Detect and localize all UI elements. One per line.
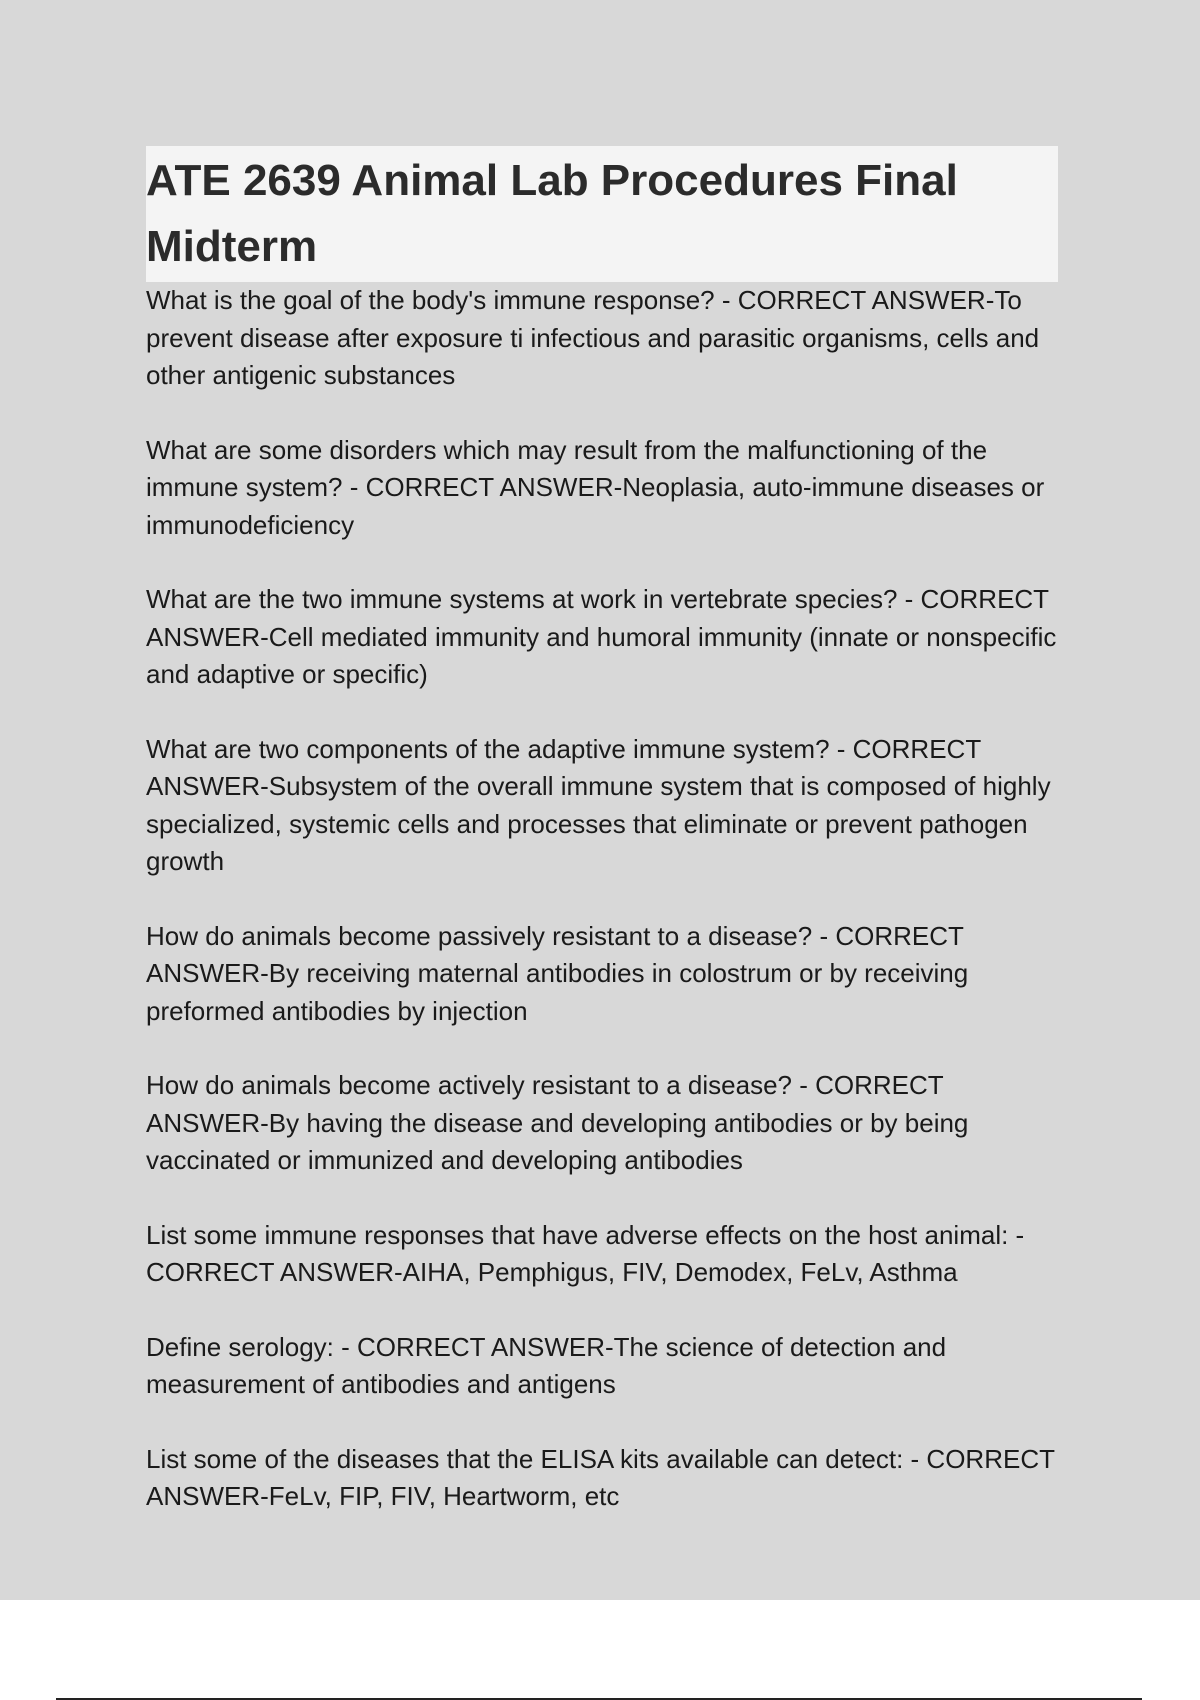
qa-item: What is the goal of the body's immune response? - CORRECT ANSWER-To prevent disease after exposure ti infectious and parasitic organisms, cells and other antigenic substances [146,285,1040,390]
qa-item: Define serology: - CORRECT ANSWER-The science of detection and measurement of antibodies and antigens [146,1331,947,1399]
document-title: ATE 2639 Animal Lab Procedures Final Midterm [146,156,958,271]
qa-item: What are the two immune systems at work in vertebrate species? - CORRECT ANSWER-Cell mediated immunity and humoral immunity (innate or nonspecific and adaptive or specific) [146,584,1057,689]
qa-item: What are two components of the adaptive immune system? - CORRECT ANSWER-Subsystem of the overall immune system that is composed of highly specialized, systemic cells and processes that eliminate or prevent pathogen growth [146,733,1051,876]
qa-item: List some of the diseases that the ELISA kits available can detect: - CORRECT ANSWER-FeLv, FIP, FIV, Heartworm, etc [146,1443,1055,1511]
qa-item: How do animals become actively resistant to a disease? - CORRECT ANSWER-By having the disease and developing antibodies or by being vaccinated or immunized and developing antibodies [146,1070,969,1175]
qa-item: List some immune responses that have adverse effects on the host animal: - CORRECT ANSWER-AIHA, Pemphigus, FIV, Demodex, FeLv, Asthma [146,1219,1025,1287]
qa-list [146,282,1058,1516]
document-content [146,146,1058,1553]
title-block [146,146,1058,282]
qa-item: What are some disorders which may result from the malfunctioning of the immune system? - CORRECT ANSWER-Neoplasia, auto-immune diseases or immunodeficiency [146,434,1045,540]
qa-item: How do animals become passively resistant to a disease? - CORRECT ANSWER-By receiving maternal antibodies in colostrum or by receiving preformed antibodies by injection [146,920,969,1026]
